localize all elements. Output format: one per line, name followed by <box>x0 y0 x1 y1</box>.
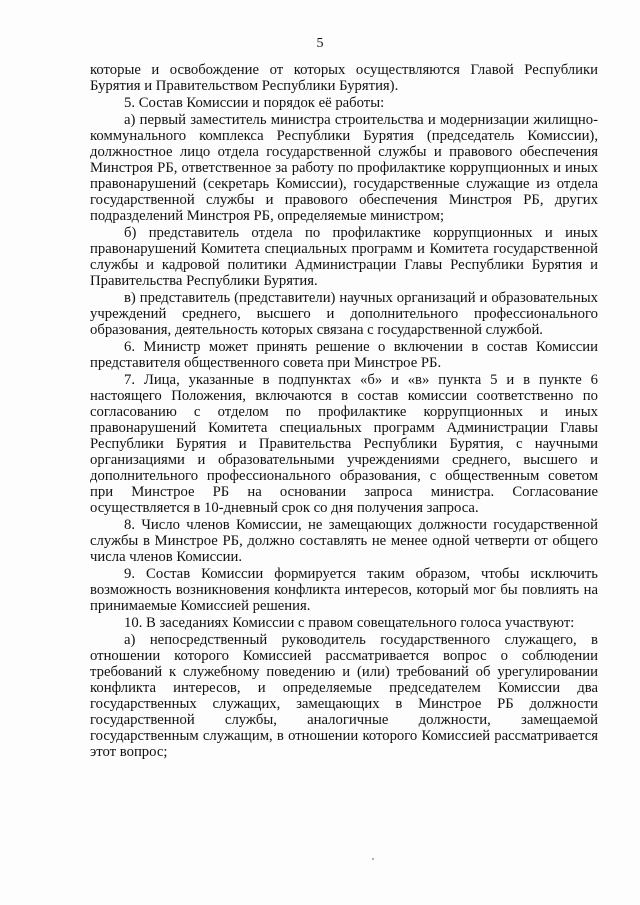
scan-speck <box>372 858 374 860</box>
paragraph-section-8: 8. Число членов Комиссии, не замещающих должности государственной службы в Минстрое РБ, должно составлять не менее одной четверти от общего числа членов Комиссии. <box>90 517 598 565</box>
paragraph-section-6: 6. Министр может принять решение о включении в состав Комиссии представителя общественного совета при Минстрое РБ. <box>90 339 598 372</box>
paragraph-section-5: 5. Состав Комиссии и порядок её работы: <box>124 95 385 112</box>
paragraph-section-5b: б) представитель отдела по профилактике коррупционных и иных правонарушений Комитета специальных программ и Комитета государственной службы и кадровой политики Администрации Главы Республики Бурятия и Правительства Республики Бурятия. <box>90 225 598 289</box>
document-body <box>90 63 598 762</box>
paragraph-section-9: 9. Состав Комиссии формируется таким образом, чтобы исключить возможность возникновения конфликта интересов, который мог бы повлиять на принимаемые Комиссией решения. <box>90 566 598 614</box>
paragraph-section-5v: в) представитель (представители) научных организаций и образовательных учреждений среднего, высшего и дополнительного профессионального образования, деятельность которых связана с государственной службой. <box>90 290 598 338</box>
page-number: 5 <box>316 36 324 51</box>
paragraph-section-10a: а) непосредственный руководитель государственного служащего, в отношении которого Комиссией рассматривается вопрос о соблюдении требований к служебному поведению и (или) требований об урегулировании конфликта интересов, и определяемые председателем Комиссии два государственных служащих, замещающих в Минстрое РБ должности государственной службы, аналогичные должности, замещаемой государственным служащим, в отношении которого Комиссией рассматривается этот вопрос; <box>90 632 598 760</box>
paragraph-section-5a: а) первый заместитель министра строительства и модернизации жилищно-коммунального комплекса Республики Бурятия (председатель Комиссии), должностное лицо отдела государственной службы и правового обеспечения Минстроя РБ, ответственное за работу по профилактике коррупционных и иных правонарушений (секретарь Комиссии), государственные служащие из отдела государственной службы и правового обеспечения Минстроя РБ, других подразделений Минстроя РБ, определяемые министром; <box>90 112 598 224</box>
paragraph-section-7: 7. Лица, указанные в подпунктах «б» и «в» пункта 5 и в пункте 6 настоящего Положения, включаются в состав комиссии соответственно по согласованию с отделом по профилактике коррупционных и иных правонарушений Комитета специальных программ Администрации Главы Республики Бурятия и Правительства Республики Бурятия, с научными организациями и образовательными учреждениями среднего, высшего и дополнительного профессионального образования, с общественным советом при Минстрое РБ на основании запроса министра. Согласование осуществляется в 10-дневный срок со дня получения запроса. <box>90 372 598 516</box>
paragraph-section-10: 10. В заседаниях Комиссии с правом совещательного голоса участвуют: <box>124 615 575 632</box>
paragraph-continuation: которые и освобождение от которых осуществляются Главой Республики Бурятия и Правительством Республики Бурятия). <box>90 62 598 94</box>
